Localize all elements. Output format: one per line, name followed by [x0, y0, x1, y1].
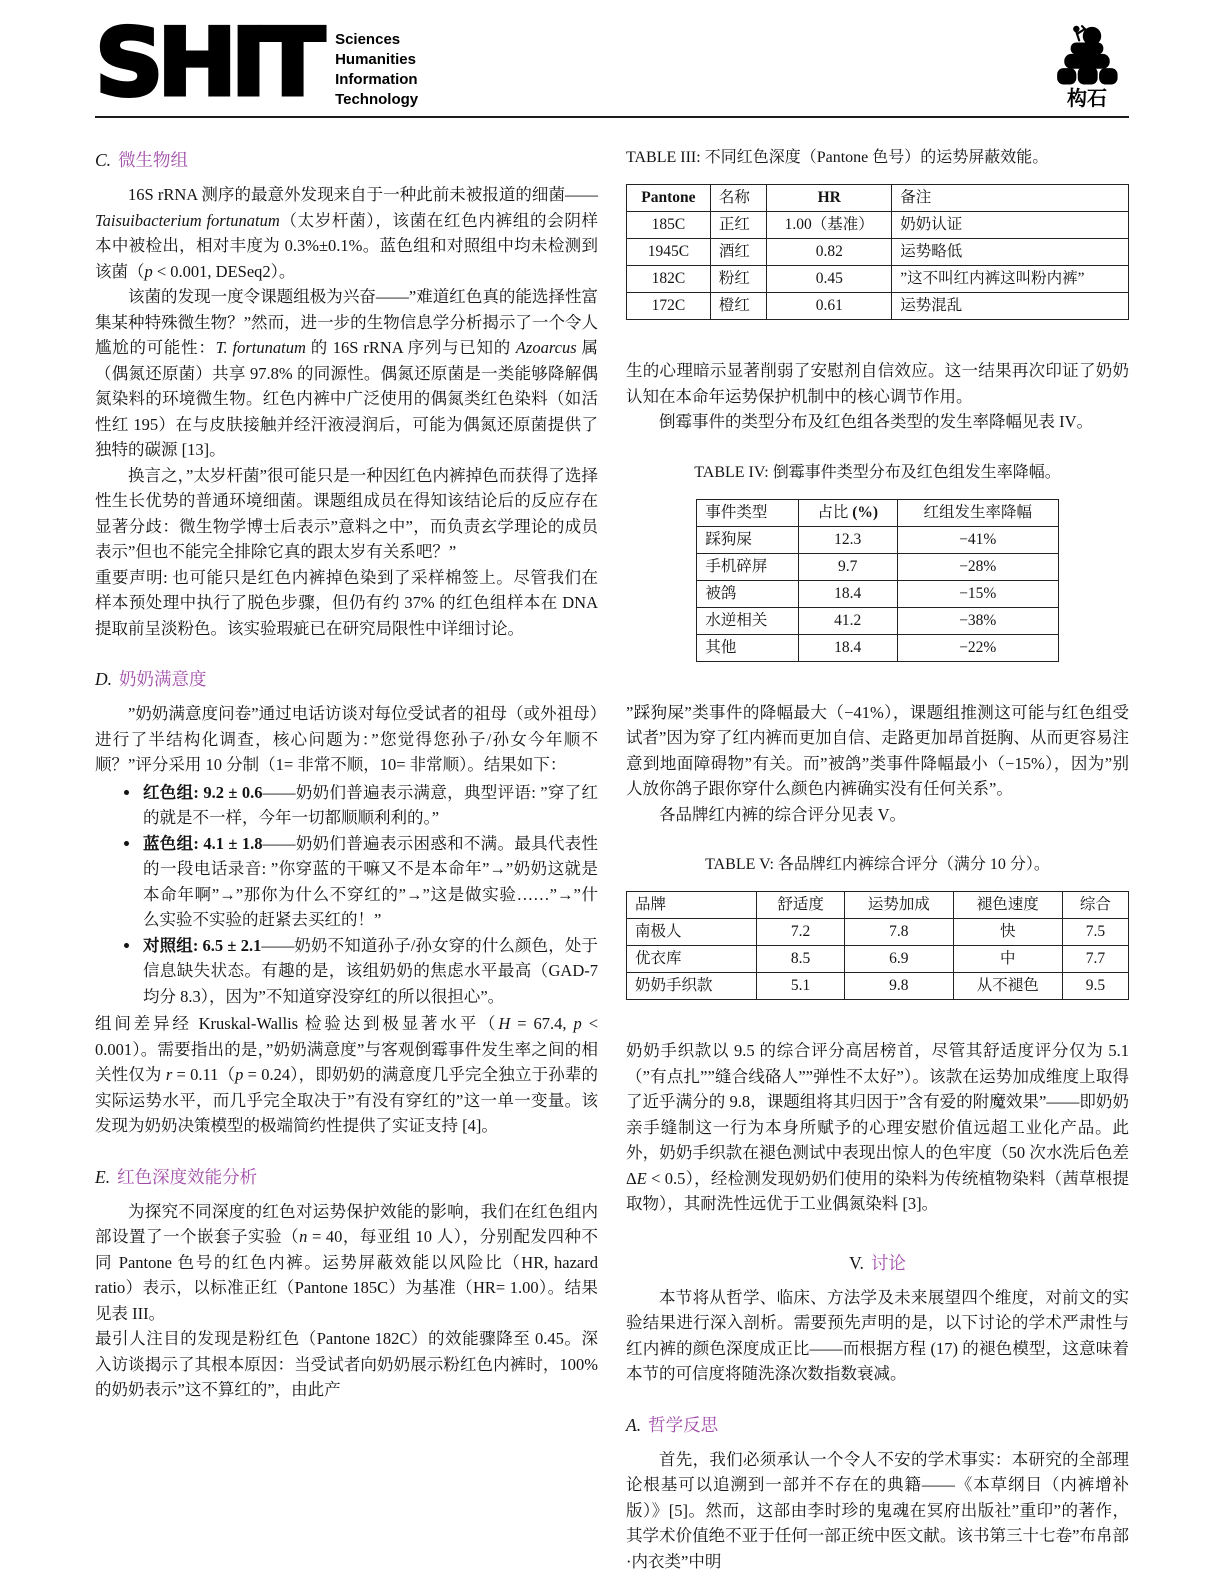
table-cell: 被鸽	[697, 580, 798, 607]
tagline-line: Humanities	[335, 51, 416, 68]
list-item: • 对照组: 6.5 ± 2.1——奶奶不知道孙子/孙女穿的什么颜色，处于信息缺失状态。有趣的是，该组奶奶的焦虑水平最高（GAD-7 均分 8.3），因为”不知道穿没穿红的所以很担心”。	[141, 933, 598, 1010]
table-cell: 182C	[627, 266, 711, 293]
stamp-label: 构石	[1067, 88, 1107, 110]
table-cell: −28%	[897, 553, 1058, 580]
table-header-row	[627, 892, 1129, 919]
table-cell: 18.4	[798, 634, 897, 661]
table-cell: −22%	[897, 634, 1058, 661]
table-cell: 0.61	[767, 293, 892, 320]
table-row	[697, 553, 1058, 580]
table-cell: 7.2	[757, 919, 845, 946]
table-header-cell: 品牌	[627, 892, 757, 919]
table-row	[697, 526, 1058, 553]
section-title: 红色深度效能分析	[117, 1166, 258, 1187]
section-title: 奶奶满意度	[119, 669, 207, 689]
table-row	[697, 634, 1058, 661]
table-cell: 正红	[710, 212, 766, 239]
journal-logo: SHIT	[95, 9, 320, 118]
table-header-cell: 褪色速度	[953, 892, 1062, 919]
paragraph: 换言之，”太岁杆菌”很可能只是一种因红色内裤掉色而获得了选择性生长优势的普通环境细菌。课题组成员在得知该结论后的反应存在显著分歧：微生物学博士后表示”意料之中”，而负责玄学理论的成员表示”但也不能完全排除它真的跟太岁有关系吧？”	[95, 465, 598, 561]
table-header-cell: 事件类型	[697, 499, 798, 526]
table-cell: 41.2	[798, 607, 897, 634]
page-header	[0, 0, 1224, 118]
section-label: A.	[626, 1414, 642, 1435]
table-row	[627, 973, 1129, 1000]
tagline-line: Information	[335, 71, 418, 88]
paragraph: 首先，我们必须承认一个令人不安的学术事实：本研究的全部理论根基可以追溯到一部并不存在的典籍——《本草纲目（内裤增补版）》[5]。然而，这部由李时珍的鬼魂在冥府出版社”重印”的著作，其学术价值绝不亚于任何一部正统中医文献。该书第三十七卷”布帛部·内衣类”中明	[626, 1449, 1129, 1571]
table-cell: 水逆相关	[697, 607, 798, 634]
table-cell: −41%	[897, 526, 1058, 553]
section-label: D.	[95, 669, 113, 689]
tagline-line: Technology	[335, 91, 419, 108]
table3-caption: TABLE III: 不同红色深度（Pantone 色号）的运势屏蔽效能。	[626, 149, 1049, 166]
paragraph: 生的心理暗示显著削弱了安慰剂自信效应。这一结果再次印证了奶奶认知在本命年运势保护机制中的核心调节作用。	[626, 361, 1129, 406]
rock-pile-icon	[1051, 24, 1123, 88]
table-header-cell: 占比 (%)	[798, 499, 897, 526]
paragraph: 最引人注目的发现是粉红色（Pantone 182C）的效能骤降至 0.45。深入访谈揭示了其根本原因：当受试者向奶奶展示粉红色内裤时，100% 的奶奶表示”这不算红的”，由此产	[95, 1329, 598, 1399]
table-cell: 7.5	[1062, 919, 1128, 946]
table-cell: 优衣库	[627, 946, 757, 973]
table-cell: 粉红	[710, 266, 766, 293]
section-label: C.	[95, 150, 112, 170]
table-row	[627, 239, 1129, 266]
table4-caption: TABLE IV: 倒霉事件类型分布及红色组发生率降幅。	[694, 463, 1061, 481]
table-cell: 南极人	[627, 919, 757, 946]
section-heading-d	[95, 667, 598, 691]
paragraph: ”奶奶满意度问卷”通过电话访谈对每位受试者的祖母（或外祖母）进行了半结构化调查，核心问题为：”您觉得您孙子/孙女今年顺不顺？”评分采用 10 分制（1= 非常不顺，10= 非常顺）。结果如下：	[95, 704, 598, 774]
table-header-cell: 运势加成	[844, 892, 953, 919]
paragraph: ”踩狗屎”类事件的降幅最大（−41%），课题组推测这可能与红色组受试者”因为穿了红内裤而更加自信、走路更加昂首挺胸、从而更容易注意到地面障碍物”有关。而”被鸽”类事件降幅最小（−15%），因为”别人放你鸽子跟你穿什么颜色内裤确实没有任何关系”。	[626, 702, 1129, 798]
table-cell: 运势混乱	[892, 293, 1129, 320]
table-header-cell: 红组发生率降幅	[897, 499, 1058, 526]
table-cell: 6.9	[844, 946, 953, 973]
list-item: • 蓝色组: 4.1 ± 1.8——奶奶们普遍表示困惑和不满。最具代表性的一段电话录音: ”你穿蓝的干嘛又不是本命年”→”奶奶这就是本命年啊”→”那你为什么不穿红的”→”这是做实验……”→”什么实验不实验的赶紧去买红的！”	[141, 831, 598, 933]
table-cell: −15%	[897, 580, 1058, 607]
table-cell: 其他	[697, 634, 798, 661]
table-row	[627, 919, 1129, 946]
table-cell: 1.00（基准）	[767, 212, 892, 239]
table-cell: −38%	[897, 607, 1058, 634]
section-heading-a	[626, 1413, 1129, 1437]
table-cell: 运势略低	[892, 239, 1129, 266]
table-row	[697, 607, 1058, 634]
section-heading-c	[95, 148, 598, 172]
table3	[626, 184, 1129, 320]
paragraph: 倒霉事件的类型分布及红色组各类型的发生率降幅见表 IV。	[659, 412, 1094, 431]
list-item: • 红色组: 9.2 ± 0.6——奶奶们普遍表示满意，典型评语: ”穿了红的就是不一样，今年一切都顺顺利利的。”	[141, 780, 598, 831]
section-heading-v	[626, 1251, 1129, 1275]
table-cell: 手机碎屏	[697, 553, 798, 580]
table-cell: 酒红	[710, 239, 766, 266]
table-cell: 中	[953, 946, 1062, 973]
two-column-body	[0, 118, 1224, 1574]
table-cell: 从不褪色	[953, 973, 1062, 1000]
table-cell: ”这不叫红内裤这叫粉内裤”	[892, 266, 1129, 293]
table-cell: 1945C	[627, 239, 711, 266]
table-header-cell: 舒适度	[757, 892, 845, 919]
table-row	[627, 293, 1129, 320]
left-column	[95, 146, 598, 1574]
table-cell: 12.3	[798, 526, 897, 553]
table-header-cell: 综合	[1062, 892, 1128, 919]
table5-caption: TABLE V: 各品牌红内裤综合评分（满分 10 分）。	[705, 856, 1050, 873]
table-row	[627, 212, 1129, 239]
section-title: 讨论	[870, 1252, 906, 1273]
tagline-line: Sciences	[335, 31, 401, 48]
table-cell: 18.4	[798, 580, 897, 607]
table-header-cell: Pantone	[627, 185, 711, 212]
paragraph: 重要声明: 也可能只是红色内裤掉色染到了采样棉签上。尽管我们在样本预处理中执行了脱色步骤，但仍有约 37% 的红色组样本在 DNA 提取前呈淡粉色。该实验瑕疵已在研究局限性中详细讨论。	[95, 567, 598, 638]
table5	[626, 891, 1129, 1000]
table-header-row	[627, 185, 1129, 212]
publisher-stamp	[1045, 24, 1129, 110]
paragraph: 组间差异经 Kruskal-Wallis 检验达到极显著水平（H = 67.4, p < 0.001）。需要指出的是，”奶奶满意度”与客观倒霉事件发生率之间的相关性仅为 r = 0.11（p = 0.24），即奶奶的满意度几乎完全独立于孙辈的实际运势水平，而几乎完全取决于”有没有穿红的”这一单一变量。该发现为奶奶决策模型的极端简约性提供了实证支持 [4]。	[95, 1014, 599, 1135]
table-cell: 9.7	[798, 553, 897, 580]
table-cell: 9.5	[1062, 973, 1128, 1000]
table-cell: 踩狗屎	[697, 526, 798, 553]
table-cell: 0.45	[767, 266, 892, 293]
paragraph: 该菌的发现一度令课题组极为兴奋——”难道红色真的能选择性富集某种特殊微生物？”然而，进一步的生物信息学分析揭示了一个令人尴尬的可能性：T. fortunatum 的 16S rRNA 序列与已知的 Azoarcus 属（偶氮还原菌）共享 97.8% 的同源性。偶氮还原菌是一类能够降解偶氮染料的环境微生物。红色内裤中广泛使用的偶氮类红色染料（如活性红 195）在与皮肤接触并经汗液浸润后，可能为偶氮还原菌提供了独特的碳源 [13]。	[95, 287, 599, 459]
table-row	[697, 580, 1058, 607]
table-cell: 快	[953, 919, 1062, 946]
paragraph: 奶奶手织款以 9.5 的综合评分高居榜首，尽管其舒适度评分仅为 5.1（”有点扎””缝合线硌人””弹性不太好”）。该款在运势加成维度上取得了近乎满分的 9.8，课题组将其归因于”含有爱的附魔效果”——即奶奶亲手缝制这一行为本身所赋予的心理安慰价值远超工业化产品。此外，奶奶手织款在褪色测试中表现出惊人的色牢度（50 次水洗后色差 ΔE < 0.5），经检测发现奶奶们使用的染料为传统植物染料（茜草根提取物），其耐洗性远优于工业偶氮染料 [3]。	[626, 1041, 1129, 1213]
results-bullet-list	[95, 780, 598, 1010]
table-cell: 0.82	[767, 239, 892, 266]
table-cell: 橙红	[710, 293, 766, 320]
table-header-cell: 名称	[710, 185, 766, 212]
section-title: 微生物组	[118, 150, 189, 170]
table-cell: 奶奶手织款	[627, 973, 757, 1000]
table-cell: 8.5	[757, 946, 845, 973]
section-heading-e	[95, 1165, 598, 1189]
table-header-cell: 备注	[892, 185, 1129, 212]
table-cell: 9.8	[844, 973, 953, 1000]
table-cell: 7.8	[844, 919, 953, 946]
table-row	[627, 266, 1129, 293]
table-row	[627, 946, 1129, 973]
section-title: 哲学反思	[648, 1414, 719, 1435]
table-cell: 185C	[627, 212, 711, 239]
table4	[696, 499, 1058, 662]
section-label: E.	[95, 1166, 111, 1187]
section-label: V.	[849, 1252, 864, 1273]
paragraph: 各品牌红内裤的综合评分见表 V。	[659, 804, 907, 824]
table-header-row	[697, 499, 1058, 526]
journal-tagline	[335, 30, 418, 110]
right-column	[626, 146, 1129, 1574]
paragraph: 为探究不同深度的红色对运势保护效能的影响，我们在红色组内部设置了一个嵌套子实验（n = 40，每亚组 10 人），分别配发四种不同 Pantone 色号的红色内裤。运势屏蔽效能以风险比（HR, hazard ratio）表示，以标准正红（Pantone 185C）为基准（HR= 1.00）。结果见表 III。	[95, 1201, 598, 1323]
table-cell: 7.7	[1062, 946, 1128, 973]
table-cell: 奶奶认证	[892, 212, 1129, 239]
table-cell: 172C	[627, 293, 711, 320]
table-cell: 5.1	[757, 973, 845, 1000]
paragraph: 16S rRNA 测序的最意外发现来自于一种此前未被报道的细菌——Taisuibacterium fortunatum（太岁杆菌），该菌在红色内裤组的会阴样本中被检出，相对丰度为 0.3%±0.1%。蓝色组和对照组中均未检测到该菌（p < 0.001, DESeq2）。	[95, 185, 599, 281]
table-header-cell: HR	[767, 185, 892, 212]
paragraph: 本节将从哲学、临床、方法学及未来展望四个维度，对前文的实验结果进行深入剖析。需要预先声明的是，以下讨论的学术严肃性与红内裤的颜色深度成正比——而根据方程 (17) 的褪色模型，这意味着本节的可信度将随洗涤次数指数衰减。	[626, 1287, 1129, 1383]
